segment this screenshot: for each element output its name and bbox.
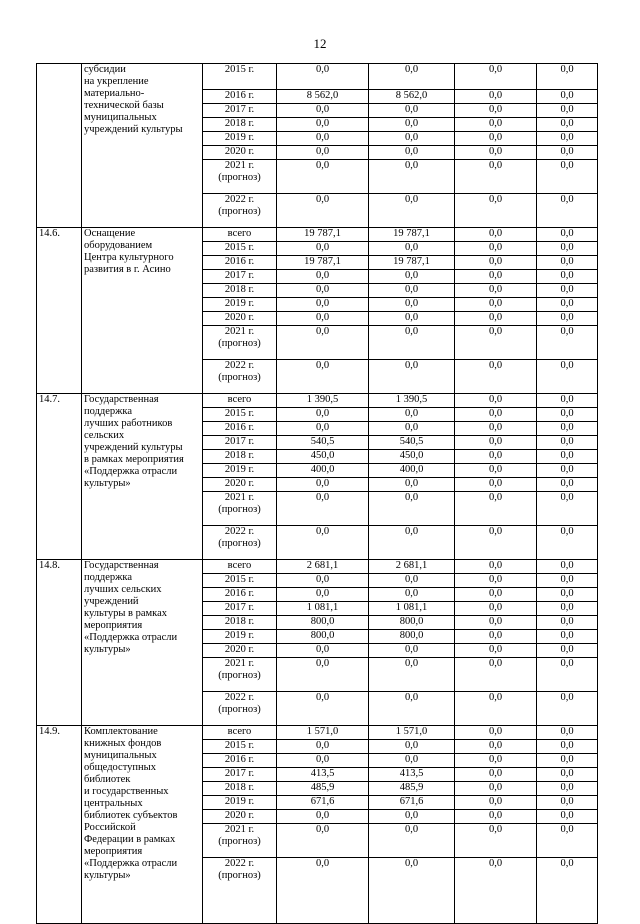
- regional-value: 0,0: [455, 118, 537, 132]
- total-value: 450,0: [277, 450, 369, 464]
- total-value: 1 390,5: [277, 394, 369, 408]
- local-value: 0,0: [537, 194, 598, 228]
- total-value: 1 081,1: [277, 602, 369, 616]
- regional-value: 0,0: [455, 436, 537, 450]
- period-cell: 2016 г.: [203, 588, 277, 602]
- total-value: 0,0: [277, 242, 369, 256]
- item-number: 14.7.: [37, 394, 82, 560]
- total-value: 0,0: [277, 284, 369, 298]
- total-value: 800,0: [277, 616, 369, 630]
- local-value: 0,0: [537, 312, 598, 326]
- item-number: 14.6.: [37, 228, 82, 394]
- total-value: 2 681,1: [277, 560, 369, 574]
- period-cell: 2022 г. (прогноз): [203, 858, 277, 924]
- regional-value: 0,0: [455, 630, 537, 644]
- item-number: 14.9.: [37, 726, 82, 924]
- federal-value: 1 571,0: [369, 726, 455, 740]
- total-value: 0,0: [277, 824, 369, 858]
- local-value: 0,0: [537, 160, 598, 194]
- local-value: 0,0: [537, 118, 598, 132]
- total-value: 413,5: [277, 768, 369, 782]
- local-value: 0,0: [537, 256, 598, 270]
- total-value: 1 571,0: [277, 726, 369, 740]
- period-cell: 2019 г.: [203, 796, 277, 810]
- total-value: 800,0: [277, 630, 369, 644]
- regional-value: 0,0: [455, 726, 537, 740]
- period-cell: 2018 г.: [203, 450, 277, 464]
- regional-value: 0,0: [455, 824, 537, 858]
- federal-value: 0,0: [369, 754, 455, 768]
- period-cell: 2016 г.: [203, 256, 277, 270]
- federal-value: 400,0: [369, 464, 455, 478]
- federal-value: 0,0: [369, 132, 455, 146]
- regional-value: 0,0: [455, 90, 537, 104]
- local-value: 0,0: [537, 768, 598, 782]
- local-value: 0,0: [537, 270, 598, 284]
- item-number: 14.8.: [37, 560, 82, 726]
- local-value: 0,0: [537, 326, 598, 360]
- period-cell: 2020 г.: [203, 146, 277, 160]
- federal-value: 485,9: [369, 782, 455, 796]
- federal-value: 0,0: [369, 160, 455, 194]
- regional-value: 0,0: [455, 284, 537, 298]
- period-cell: 2017 г.: [203, 602, 277, 616]
- period-cell: 2021 г. (прогноз): [203, 658, 277, 692]
- total-value: 0,0: [277, 146, 369, 160]
- period-cell: всего: [203, 394, 277, 408]
- federal-value: 800,0: [369, 616, 455, 630]
- federal-value: 0,0: [369, 824, 455, 858]
- regional-value: 0,0: [455, 132, 537, 146]
- period-cell: 2015 г.: [203, 574, 277, 588]
- period-cell: 2019 г.: [203, 132, 277, 146]
- local-value: 0,0: [537, 644, 598, 658]
- period-cell: 2020 г.: [203, 810, 277, 824]
- federal-value: 1 390,5: [369, 394, 455, 408]
- item-name: Государственная поддержка лучших сельских учреждений культуры в рамках мероприятия «Поддержка отрасли культуры»: [82, 560, 203, 726]
- local-value: 0,0: [537, 478, 598, 492]
- total-value: 19 787,1: [277, 256, 369, 270]
- local-value: 0,0: [537, 132, 598, 146]
- total-value: 0,0: [277, 810, 369, 824]
- total-value: 0,0: [277, 194, 369, 228]
- local-value: 0,0: [537, 228, 598, 242]
- total-value: 0,0: [277, 692, 369, 726]
- period-cell: 2020 г.: [203, 644, 277, 658]
- regional-value: 0,0: [455, 422, 537, 436]
- regional-value: 0,0: [455, 242, 537, 256]
- federal-value: 0,0: [369, 574, 455, 588]
- total-value: 0,0: [277, 422, 369, 436]
- regional-value: 0,0: [455, 146, 537, 160]
- regional-value: 0,0: [455, 740, 537, 754]
- local-value: 0,0: [537, 560, 598, 574]
- federal-value: 0,0: [369, 284, 455, 298]
- total-value: 0,0: [277, 740, 369, 754]
- local-value: 0,0: [537, 824, 598, 858]
- federal-value: 0,0: [369, 242, 455, 256]
- local-value: 0,0: [537, 242, 598, 256]
- local-value: 0,0: [537, 602, 598, 616]
- total-value: 0,0: [277, 754, 369, 768]
- period-cell: 2017 г.: [203, 104, 277, 118]
- table-row: [37, 726, 598, 740]
- period-cell: 2022 г. (прогноз): [203, 692, 277, 726]
- period-cell: 2015 г.: [203, 242, 277, 256]
- period-cell: 2018 г.: [203, 616, 277, 630]
- federal-value: 19 787,1: [369, 228, 455, 242]
- local-value: 0,0: [537, 726, 598, 740]
- federal-value: 0,0: [369, 658, 455, 692]
- item-number: [37, 64, 82, 228]
- local-value: 0,0: [537, 692, 598, 726]
- period-cell: 2017 г.: [203, 768, 277, 782]
- total-value: 671,6: [277, 796, 369, 810]
- total-value: 0,0: [277, 160, 369, 194]
- total-value: 0,0: [277, 526, 369, 560]
- federal-value: 0,0: [369, 326, 455, 360]
- regional-value: 0,0: [455, 104, 537, 118]
- total-value: 0,0: [277, 574, 369, 588]
- local-value: 0,0: [537, 436, 598, 450]
- regional-value: 0,0: [455, 64, 537, 90]
- local-value: 0,0: [537, 796, 598, 810]
- local-value: 0,0: [537, 394, 598, 408]
- table-row: [37, 394, 598, 408]
- table-row: [37, 560, 598, 574]
- local-value: 0,0: [537, 858, 598, 924]
- federal-value: 450,0: [369, 450, 455, 464]
- period-cell: 2022 г. (прогноз): [203, 194, 277, 228]
- period-cell: 2019 г.: [203, 298, 277, 312]
- local-value: 0,0: [537, 298, 598, 312]
- total-value: 0,0: [277, 588, 369, 602]
- item-name: Государственная поддержка лучших работников сельских учреждений культуры в рамках мероприятия «Поддержка отрасли культуры»: [82, 394, 203, 560]
- federal-value: 0,0: [369, 858, 455, 924]
- local-value: 0,0: [537, 64, 598, 90]
- federal-value: 0,0: [369, 104, 455, 118]
- federal-value: 0,0: [369, 422, 455, 436]
- local-value: 0,0: [537, 658, 598, 692]
- period-cell: 2021 г. (прогноз): [203, 492, 277, 526]
- regional-value: 0,0: [455, 692, 537, 726]
- federal-value: 800,0: [369, 630, 455, 644]
- regional-value: 0,0: [455, 464, 537, 478]
- total-value: 0,0: [277, 858, 369, 924]
- regional-value: 0,0: [455, 160, 537, 194]
- total-value: 0,0: [277, 478, 369, 492]
- federal-value: 0,0: [369, 644, 455, 658]
- local-value: 0,0: [537, 782, 598, 796]
- period-cell: 2015 г.: [203, 740, 277, 754]
- item-name: субсидии на укрепление материально- технической базы муниципальных учреждений культуры: [82, 64, 203, 228]
- local-value: 0,0: [537, 284, 598, 298]
- period-cell: 2017 г.: [203, 436, 277, 450]
- regional-value: 0,0: [455, 644, 537, 658]
- item-name: Оснащение оборудованием Центра культурного развития в г. Асино: [82, 228, 203, 394]
- period-cell: 2015 г.: [203, 408, 277, 422]
- local-value: 0,0: [537, 360, 598, 394]
- federal-value: 8 562,0: [369, 90, 455, 104]
- total-value: 0,0: [277, 298, 369, 312]
- regional-value: 0,0: [455, 394, 537, 408]
- federal-value: 0,0: [369, 312, 455, 326]
- total-value: 400,0: [277, 464, 369, 478]
- total-value: 19 787,1: [277, 228, 369, 242]
- period-cell: 2022 г. (прогноз): [203, 360, 277, 394]
- period-cell: 2021 г. (прогноз): [203, 824, 277, 858]
- federal-value: 2 681,1: [369, 560, 455, 574]
- regional-value: 0,0: [455, 450, 537, 464]
- regional-value: 0,0: [455, 602, 537, 616]
- federal-value: 0,0: [369, 526, 455, 560]
- period-cell: 2020 г.: [203, 312, 277, 326]
- federal-value: 0,0: [369, 298, 455, 312]
- period-cell: 2018 г.: [203, 118, 277, 132]
- period-cell: 2018 г.: [203, 782, 277, 796]
- total-value: 0,0: [277, 270, 369, 284]
- period-cell: 2016 г.: [203, 90, 277, 104]
- total-value: 0,0: [277, 118, 369, 132]
- regional-value: 0,0: [455, 256, 537, 270]
- local-value: 0,0: [537, 104, 598, 118]
- total-value: 0,0: [277, 326, 369, 360]
- local-value: 0,0: [537, 630, 598, 644]
- local-value: 0,0: [537, 146, 598, 160]
- federal-value: 0,0: [369, 194, 455, 228]
- period-cell: 2015 г.: [203, 64, 277, 90]
- local-value: 0,0: [537, 422, 598, 436]
- total-value: 0,0: [277, 312, 369, 326]
- regional-value: 0,0: [455, 360, 537, 394]
- federal-value: 0,0: [369, 692, 455, 726]
- federal-value: 0,0: [369, 270, 455, 284]
- local-value: 0,0: [537, 526, 598, 560]
- regional-value: 0,0: [455, 810, 537, 824]
- table-row: [37, 64, 598, 90]
- total-value: 0,0: [277, 408, 369, 422]
- regional-value: 0,0: [455, 312, 537, 326]
- local-value: 0,0: [537, 464, 598, 478]
- federal-value: 540,5: [369, 436, 455, 450]
- federal-value: 671,6: [369, 796, 455, 810]
- total-value: 0,0: [277, 132, 369, 146]
- local-value: 0,0: [537, 408, 598, 422]
- federal-value: 0,0: [369, 492, 455, 526]
- total-value: 0,0: [277, 360, 369, 394]
- regional-value: 0,0: [455, 492, 537, 526]
- federal-value: 0,0: [369, 408, 455, 422]
- federal-value: 0,0: [369, 360, 455, 394]
- regional-value: 0,0: [455, 588, 537, 602]
- regional-value: 0,0: [455, 478, 537, 492]
- total-value: 0,0: [277, 104, 369, 118]
- regional-value: 0,0: [455, 228, 537, 242]
- table-row: [37, 228, 598, 242]
- local-value: 0,0: [537, 740, 598, 754]
- regional-value: 0,0: [455, 658, 537, 692]
- local-value: 0,0: [537, 574, 598, 588]
- local-value: 0,0: [537, 450, 598, 464]
- federal-value: 0,0: [369, 588, 455, 602]
- regional-value: 0,0: [455, 408, 537, 422]
- total-value: 0,0: [277, 492, 369, 526]
- period-cell: 2018 г.: [203, 284, 277, 298]
- local-value: 0,0: [537, 616, 598, 630]
- federal-value: 0,0: [369, 478, 455, 492]
- period-cell: 2020 г.: [203, 478, 277, 492]
- federal-value: 19 787,1: [369, 256, 455, 270]
- total-value: 0,0: [277, 658, 369, 692]
- budget-table-body: [37, 64, 598, 924]
- period-cell: 2016 г.: [203, 754, 277, 768]
- period-cell: 2019 г.: [203, 464, 277, 478]
- regional-value: 0,0: [455, 858, 537, 924]
- total-value: 540,5: [277, 436, 369, 450]
- federal-value: 413,5: [369, 768, 455, 782]
- period-cell: 2021 г. (прогноз): [203, 326, 277, 360]
- federal-value: 0,0: [369, 146, 455, 160]
- total-value: 0,0: [277, 644, 369, 658]
- federal-value: 0,0: [369, 64, 455, 90]
- budget-table: [36, 63, 598, 924]
- regional-value: 0,0: [455, 754, 537, 768]
- period-cell: всего: [203, 560, 277, 574]
- page-number: 12: [313, 36, 327, 51]
- regional-value: 0,0: [455, 616, 537, 630]
- regional-value: 0,0: [455, 270, 537, 284]
- local-value: 0,0: [537, 492, 598, 526]
- item-name: Комплектование книжных фондов муниципальных общедоступных библиотек и государственных центральных библиотек субъектов Российской Федерации в рамках мероприятия «Поддержка отрасли культуры»: [82, 726, 203, 924]
- period-cell: 2021 г. (прогноз): [203, 160, 277, 194]
- total-value: 8 562,0: [277, 90, 369, 104]
- federal-value: 0,0: [369, 740, 455, 754]
- federal-value: 0,0: [369, 810, 455, 824]
- regional-value: 0,0: [455, 796, 537, 810]
- regional-value: 0,0: [455, 298, 537, 312]
- regional-value: 0,0: [455, 782, 537, 796]
- local-value: 0,0: [537, 754, 598, 768]
- local-value: 0,0: [537, 810, 598, 824]
- regional-value: 0,0: [455, 326, 537, 360]
- period-cell: всего: [203, 726, 277, 740]
- federal-value: 0,0: [369, 118, 455, 132]
- total-value: 0,0: [277, 64, 369, 90]
- total-value: 485,9: [277, 782, 369, 796]
- period-cell: 2016 г.: [203, 422, 277, 436]
- regional-value: 0,0: [455, 526, 537, 560]
- federal-value: 1 081,1: [369, 602, 455, 616]
- local-value: 0,0: [537, 90, 598, 104]
- local-value: 0,0: [537, 588, 598, 602]
- regional-value: 0,0: [455, 194, 537, 228]
- period-cell: 2019 г.: [203, 630, 277, 644]
- regional-value: 0,0: [455, 768, 537, 782]
- regional-value: 0,0: [455, 560, 537, 574]
- period-cell: 2017 г.: [203, 270, 277, 284]
- regional-value: 0,0: [455, 574, 537, 588]
- period-cell: 2022 г. (прогноз): [203, 526, 277, 560]
- period-cell: всего: [203, 228, 277, 242]
